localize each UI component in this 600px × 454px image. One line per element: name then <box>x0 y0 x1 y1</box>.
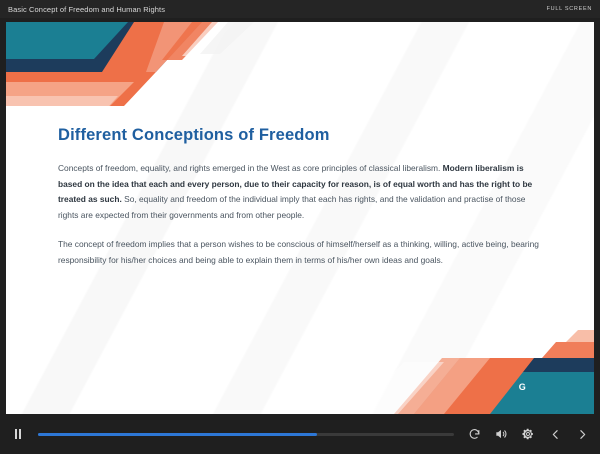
gear-icon <box>521 427 535 441</box>
slide-content <box>58 126 550 282</box>
player-topbar <box>0 0 600 18</box>
slide-paragraph-2: The concept of freedom implies that a person wishes to be conscious of himself/herself as a thinking, willing, active being, bearing responsibility for his/her choices and being able to explain them in terms of his/her own ideas and goals. <box>58 239 539 265</box>
brand-watermark: G <box>518 382 526 392</box>
previous-slide-icon <box>549 428 562 441</box>
player-controls <box>0 414 600 454</box>
top-left-decoration <box>6 22 296 114</box>
para1-text-a: Concepts of freedom, equality, and rights emerged in the West as core principles of classical liberalism. <box>58 163 443 173</box>
slide-title: Different Conceptions of Freedom <box>58 126 330 144</box>
right-controls <box>466 426 590 442</box>
progress-bar[interactable] <box>38 428 454 440</box>
next-slide-icon <box>576 428 589 441</box>
bottom-right-decoration <box>294 328 594 414</box>
para1-text-b: So, equality and freedom of the individual imply that each has rights, and the validation and practise of those rights are expected from their governments and from other people. <box>58 194 526 220</box>
slide-paragraph-1 <box>58 161 545 223</box>
volume-button[interactable] <box>493 426 509 442</box>
next-slide-button[interactable] <box>574 426 590 442</box>
course-title: Basic Concept of Freedom and Human Rights <box>8 4 166 14</box>
replay-icon <box>468 428 481 441</box>
replay-button[interactable] <box>466 426 482 442</box>
fullscreen-button[interactable]: FULL SCREEN <box>546 6 592 12</box>
para1-text-bold: Modern liberalism is based on the idea that each and every person, due to their capacity for reason, is of equal worth and has the right to be treated as such. <box>58 163 533 204</box>
settings-button[interactable] <box>520 426 536 442</box>
previous-slide-button[interactable] <box>547 426 563 442</box>
progress-track <box>38 433 454 436</box>
pause-icon <box>14 429 22 439</box>
slide-stage[interactable] <box>6 22 594 414</box>
volume-icon <box>494 427 508 441</box>
pause-button[interactable] <box>10 426 26 442</box>
progress-fill <box>38 433 317 436</box>
